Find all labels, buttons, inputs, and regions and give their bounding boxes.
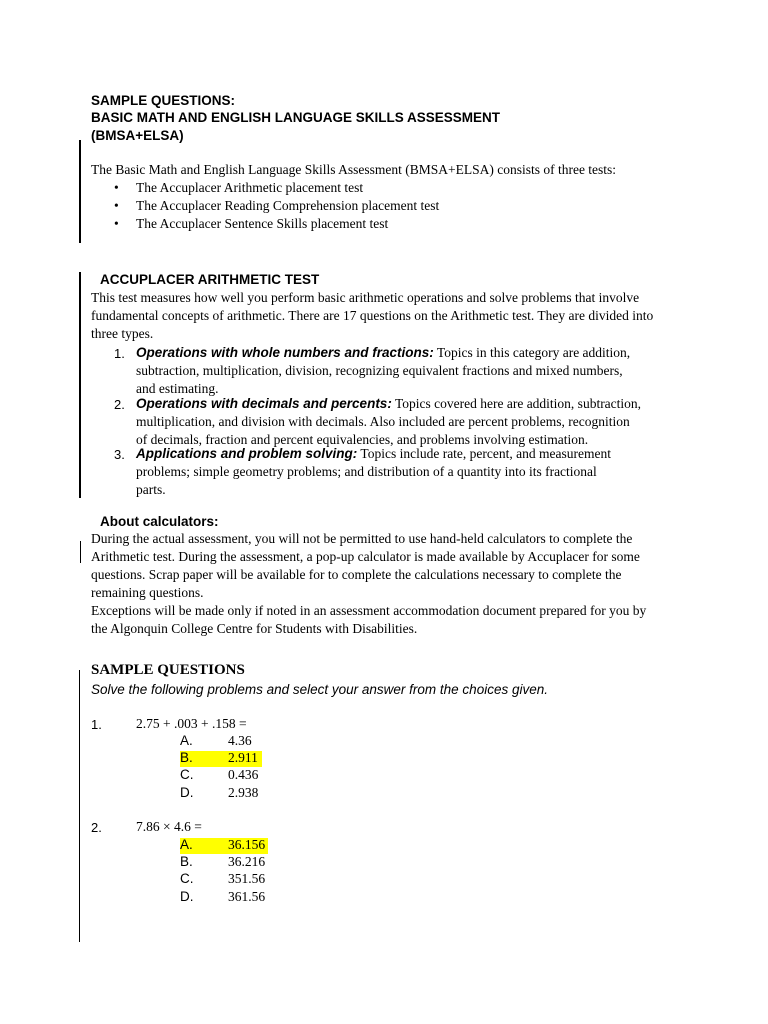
type-title: Operations with decimals and percents: xyxy=(136,396,392,411)
answer-choice[interactable] xyxy=(180,785,300,803)
choice-value: 361.56 xyxy=(228,889,266,904)
type-line: of decimals, fraction and percent equivalencies, and problems involving estimation. xyxy=(136,432,589,447)
question-number: 2. xyxy=(91,820,102,835)
choice-letter: A. xyxy=(180,733,193,748)
choice-letter: C. xyxy=(180,871,194,886)
bullet-dot: • xyxy=(114,216,119,231)
list-item xyxy=(114,179,696,197)
choice-letter: D. xyxy=(180,889,194,904)
choice-value: 2.911 xyxy=(228,750,258,765)
list-item-text: The Accuplacer Reading Comprehension placement test xyxy=(136,198,440,213)
answer-choice[interactable] xyxy=(180,750,300,768)
calculators-heading: About calculators: xyxy=(100,514,219,529)
choice-value: 2.938 xyxy=(228,785,259,800)
type-line: Topics in this category are addition, xyxy=(433,345,631,360)
bullet-dot: • xyxy=(114,198,119,213)
document-title-line3: (BMSA+ELSA) xyxy=(91,128,184,143)
answer-choice[interactable] xyxy=(180,854,300,872)
arithmetic-paragraph xyxy=(91,289,691,343)
list-item xyxy=(114,197,696,215)
revision-bar xyxy=(79,140,81,243)
choice-value: 351.56 xyxy=(228,871,266,886)
document-title-line1: SAMPLE QUESTIONS: xyxy=(91,93,236,108)
sample-heading: SAMPLE QUESTIONS xyxy=(91,662,245,678)
answer-choice[interactable] xyxy=(180,837,300,855)
answer-choice[interactable] xyxy=(180,889,300,907)
type-title: Applications and problem solving: xyxy=(136,446,358,461)
paragraph-line: three types. xyxy=(91,326,154,341)
type-line: problems; simple geometry problems; and distribution of a quantity into its fractional xyxy=(136,464,597,479)
type-line: Topics include rate, percent, and measurement xyxy=(357,446,611,461)
type-line: Topics covered here are addition, subtraction, xyxy=(391,396,642,411)
paragraph-line: the Algonquin College Centre for Students with Disabilities. xyxy=(91,621,418,636)
choice-letter: B. xyxy=(180,854,193,869)
answer-choice[interactable] xyxy=(180,871,300,889)
intro-paragraph: The Basic Math and English Language Skills Assessment (BMSA+ELSA) consists of three tests: xyxy=(91,162,617,177)
type-line: subtraction, multiplication, division, recognizing equivalent fractions and mixed numbers, xyxy=(136,363,623,378)
type-item xyxy=(136,445,641,499)
choice-letter: B. xyxy=(180,750,193,765)
bullet-list xyxy=(114,179,696,233)
choice-value: 4.36 xyxy=(228,733,252,748)
bullet-dot: • xyxy=(114,180,119,195)
answer-choice[interactable] xyxy=(180,733,300,751)
paragraph-line: Exceptions will be made only if noted in an assessment accommodation document prepared for you by xyxy=(91,603,647,618)
choice-value: 36.156 xyxy=(228,837,266,852)
paragraph-line: This test measures how well you perform basic arithmetic operations and solve problems that involve xyxy=(91,290,640,305)
type-number: 1. xyxy=(114,346,125,361)
list-item-text: The Accuplacer Sentence Skills placement test xyxy=(136,216,389,231)
calculators-paragraph xyxy=(91,530,691,638)
list-item-text: The Accuplacer Arithmetic placement test xyxy=(136,180,364,195)
type-line: and estimating. xyxy=(136,381,219,396)
revision-bar xyxy=(80,541,81,563)
type-line: multiplication, and division with decimals. Also included are percent problems, recognition xyxy=(136,414,630,429)
question-text: 7.86 × 4.6 = xyxy=(136,819,202,834)
type-line: parts. xyxy=(136,482,166,497)
answer-choice[interactable] xyxy=(180,767,300,785)
paragraph-line: Arithmetic test. During the assessment, a pop-up calculator is made available by Accuplacer for some xyxy=(91,549,640,564)
choice-letter: A. xyxy=(180,837,193,852)
list-item xyxy=(114,215,696,233)
revision-bar xyxy=(79,272,81,498)
question-number: 1. xyxy=(91,717,102,732)
choice-value: 0.436 xyxy=(228,767,259,782)
paragraph-line: fundamental concepts of arithmetic. There are 17 questions on the Arithmetic test. They are divided into xyxy=(91,308,654,323)
revision-bar xyxy=(79,670,80,942)
question-text: 2.75 + .003 + .158 = xyxy=(136,716,247,731)
type-number: 3. xyxy=(114,447,125,462)
paragraph-line: During the actual assessment, you will not be permitted to use hand-held calculators to complete the xyxy=(91,531,633,546)
arithmetic-heading: ACCUPLACER ARITHMETIC TEST xyxy=(100,272,320,287)
document-title-line2: BASIC MATH AND ENGLISH LANGUAGE SKILLS ASSESSMENT xyxy=(91,110,501,125)
type-title: Operations with whole numbers and fractions: xyxy=(136,345,434,360)
type-item xyxy=(136,344,676,398)
choice-letter: D. xyxy=(180,785,194,800)
choice-value: 36.216 xyxy=(228,854,266,869)
choice-letter: C. xyxy=(180,767,194,782)
type-item xyxy=(136,395,676,449)
sample-instruction: Solve the following problems and select your answer from the choices given. xyxy=(91,682,548,697)
type-number: 2. xyxy=(114,397,125,412)
paragraph-line: remaining questions. xyxy=(91,585,204,600)
paragraph-line: questions. Scrap paper will be available for to complete the calculations necessary to complete the xyxy=(91,567,622,582)
